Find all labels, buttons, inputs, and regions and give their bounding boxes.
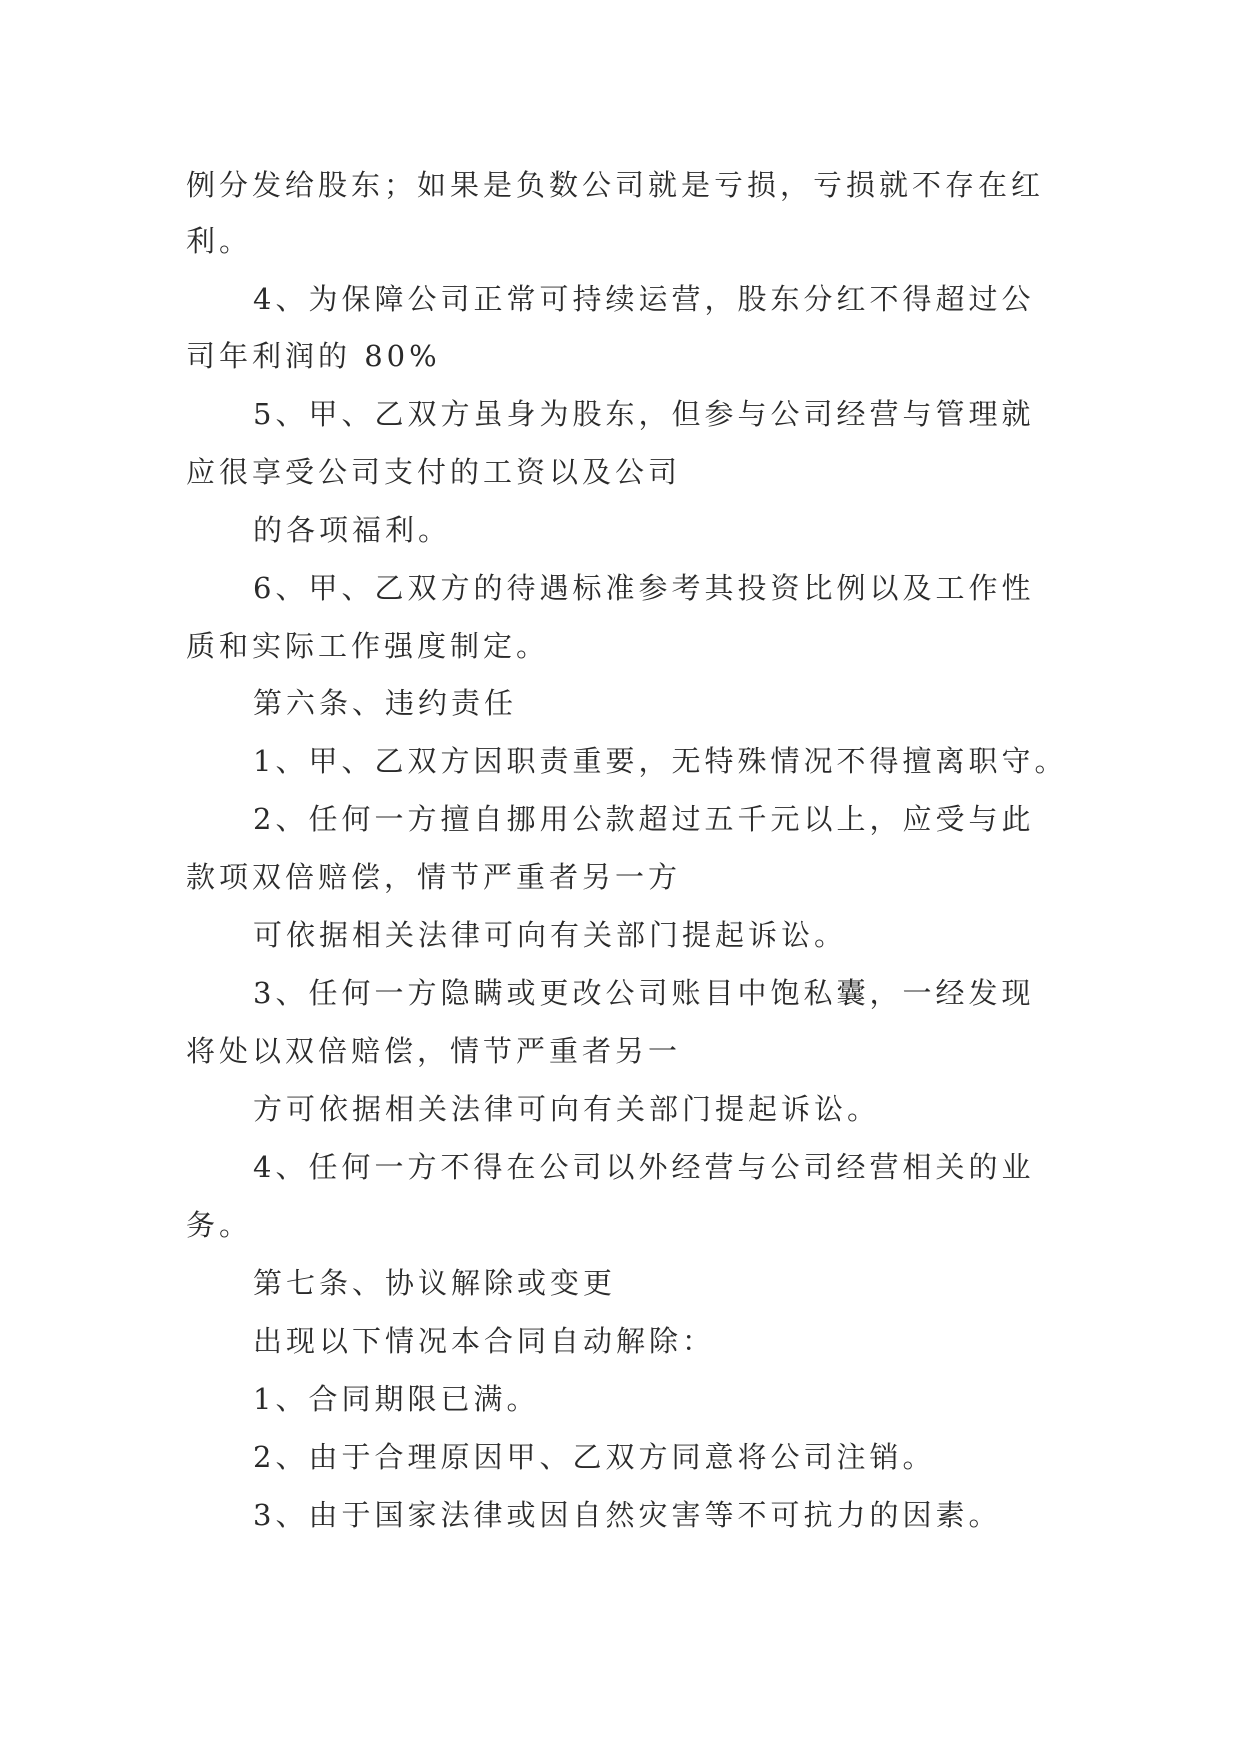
text-line: 3、任何一方隐瞒或更改公司账目中饱私囊，一经发现	[253, 976, 1035, 1010]
text-line: 6、甲、乙双方的待遇标准参考其投资比例以及工作性	[253, 571, 1035, 605]
text-line: 1、甲、乙双方因职责重要，无特殊情况不得擅离职守。	[253, 744, 1068, 778]
text-line: 利。	[186, 224, 253, 258]
section-heading: 第七条、协议解除或变更	[253, 1266, 617, 1300]
text-line: 款项双倍赔偿，情节严重者另一方	[186, 860, 682, 894]
section-heading: 第六条、违约责任	[253, 686, 518, 720]
text-line: 4、为保障公司正常可持续运营，股东分红不得超过公	[253, 282, 1035, 316]
text-line: 可依据相关法律可向有关部门提起诉讼。	[253, 918, 848, 952]
text-line: 1、合同期限已满。	[253, 1382, 540, 1416]
text-line: 例分发给股东；如果是负数公司就是亏损，亏损就不存在红	[186, 168, 1045, 202]
text-line: 3、由于国家法律或因自然灾害等不可抗力的因素。	[253, 1498, 1002, 1532]
text-line: 4、任何一方不得在公司以外经营与公司经营相关的业	[253, 1150, 1035, 1184]
text-line: 应很享受公司支付的工资以及公司	[186, 455, 682, 489]
text-line: 的各项福利。	[253, 513, 452, 547]
text-line: 务。	[186, 1208, 253, 1242]
text-line: 质和实际工作强度制定。	[186, 629, 550, 663]
text-line: 2、任何一方擅自挪用公款超过五千元以上，应受与此	[253, 802, 1035, 836]
text-line: 2、由于合理原因甲、乙双方同意将公司注销。	[253, 1440, 936, 1474]
text-line: 将处以双倍赔偿，情节严重者另一	[186, 1034, 682, 1068]
text-line: 出现以下情况本合同自动解除：	[253, 1324, 716, 1358]
text-line: 方可依据相关法律可向有关部门提起诉讼。	[253, 1092, 881, 1126]
text-line: 5、甲、乙双方虽身为股东，但参与公司经营与管理就	[253, 397, 1035, 431]
text-line: 司年利润的 80%	[186, 339, 441, 373]
